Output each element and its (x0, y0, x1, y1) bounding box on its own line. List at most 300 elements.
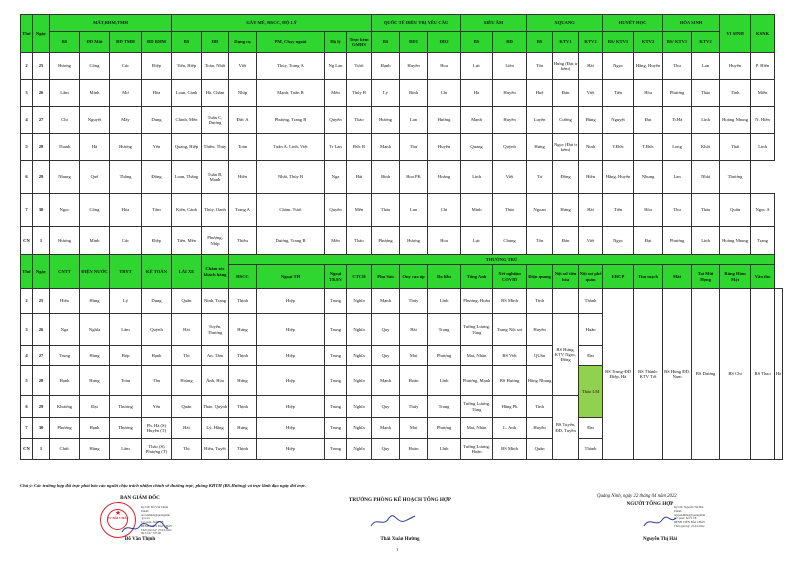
schedule-cell: Lĩnh (428, 289, 461, 314)
schedule-cell: Thương (110, 418, 142, 439)
schedule-cell: Điệp (142, 227, 172, 255)
schedule-cell: Thảo (347, 107, 372, 134)
schedule-cell: Trung (325, 289, 347, 314)
schedule-cell: Nghĩa (347, 439, 372, 460)
schedule-cell: Lâm (110, 439, 142, 460)
schedule-cell: Hồng Nhung (527, 366, 553, 396)
schedule-cell: Chi (50, 107, 80, 134)
schedule-cell: Thảo (493, 194, 527, 227)
page-number: 1 (396, 547, 399, 552)
subheader-cell: Ony cao áp (400, 265, 428, 289)
duty-schedule-table (20, 14, 783, 460)
schedule-cell: Hưng (229, 418, 257, 439)
schedule-cell: Kiên, Cảnh (172, 194, 202, 227)
schedule-cell: 27 (33, 346, 50, 366)
schedule-cell: Đạt (634, 227, 663, 255)
schedule-cell: Hoàng (428, 161, 461, 194)
schedule-cell: 30 (33, 194, 50, 227)
schedule-cell: Phượng (372, 227, 400, 255)
schedule-cell: Dung (142, 289, 172, 314)
schedule-cell: Tính (527, 396, 553, 418)
schedule-cell: Thành (579, 289, 603, 314)
schedule-cell: Lâm (110, 314, 142, 346)
schedule-cell: Mạnh (372, 418, 400, 439)
subheader-cell: KTV2 (692, 32, 720, 53)
schedule-cell: Loan, Thắng (172, 161, 202, 194)
schedule-cell: Mạnh (372, 134, 400, 161)
schedule-cell: Huyền (527, 314, 553, 346)
schedule-cell: Ngoan (527, 194, 553, 227)
schedule-cell: Hải (579, 194, 603, 227)
schedule-cell: Hiếu (50, 289, 80, 314)
schedule-cell: Quy (372, 396, 400, 418)
schedule-cell: Khương (50, 396, 80, 418)
subheader-cell: ĐD1 (400, 32, 428, 53)
top-table-row (21, 161, 783, 194)
top-subheader-row (21, 32, 783, 53)
schedule-cell: Thanh (50, 134, 80, 161)
top-table-row (21, 53, 783, 80)
dien-quang-empty (553, 289, 579, 314)
hdr2-thu: Thứ (21, 255, 33, 289)
schedule-cell: Yến (142, 134, 172, 161)
schedule-cell: Tình (720, 80, 751, 107)
schedule-cell: 29 (33, 396, 50, 418)
right-handwritten-signature (640, 514, 680, 530)
hdr2-cham-soc: Chăm sóc khách hàng (202, 255, 229, 289)
schedule-cell: Huyền (493, 80, 527, 107)
schedule-cell: Phương, Mạnh (461, 366, 493, 396)
schedule-cell: Quy (372, 346, 400, 366)
schedule-cell: Nghĩa (347, 396, 372, 418)
schedule-cell: Nguyệt (80, 107, 110, 134)
schedule-cell: Mạnh, Tuấn B (257, 80, 325, 107)
schedule-cell: Hưng (Đạt tr kém) (553, 53, 579, 80)
schedule-cell: Lý (110, 289, 142, 314)
schedule-cell: Hoàng (172, 366, 202, 396)
schedule-cell: Quang (461, 134, 493, 161)
schedule-cell: Nhung (634, 161, 663, 194)
schedule-cell: Hưng (229, 314, 257, 346)
schedule-cell: Tính (527, 289, 553, 314)
left-signer-title: BAN GIÁM ĐỐC (120, 495, 160, 501)
schedule-cell: 1 (33, 439, 50, 460)
schedule-cell: 30 (33, 418, 50, 439)
schedule-cell: Quân (527, 439, 553, 460)
schedule-cell: Minh (461, 194, 493, 227)
right-signer-title: NGƯỜI TỔNG HỢP (626, 501, 674, 507)
schedule-cell: Mơ (110, 80, 142, 107)
schedule-cell: Hải (347, 161, 372, 194)
subheader-cell: BS (461, 32, 493, 53)
schedule-cell: Hòa (142, 80, 172, 107)
schedule-cell: Hiệp (257, 418, 325, 439)
schedule-cell: Hằng Pk (493, 396, 527, 418)
schedule-cell: Đức A (229, 107, 257, 134)
subheader-cell: Dụng cụ (229, 32, 257, 53)
hdr2-tbyt: TBYT (110, 255, 142, 289)
subheader-cell: BS (172, 32, 202, 53)
subheader-cell: BS/ KTV1 (603, 32, 634, 53)
red-seal-stamp: ★ BV BÃI CHÁY (100, 502, 136, 538)
schedule-cell: Nhíp (229, 80, 257, 107)
top-table-row (21, 107, 783, 134)
schedule-cell: Trung (325, 346, 347, 366)
schedule-cell: Quang, Hiệp (172, 134, 202, 161)
schedule-cell: Hằng, Huyền (634, 53, 663, 80)
schedule-cell: Hiền (579, 161, 603, 194)
schedule-cell: Thu (663, 53, 692, 80)
schedule-cell: Nghĩa (347, 366, 372, 396)
schedule-cell: Hiệp (257, 366, 325, 396)
schedule-cell: Quế (80, 161, 110, 194)
schedule-cell: Phương (663, 80, 692, 107)
schedule-cell: Tuyến, Thương (202, 314, 229, 346)
schedule-cell: Mến (347, 194, 372, 227)
schedule-cell: Nhất, Thúy B (257, 161, 325, 194)
schedule-cell: Hưng (553, 194, 579, 227)
schedule-cell: Chinh, Mến (172, 107, 202, 134)
schedule-cell: Lực (461, 227, 493, 255)
schedule-cell: Lan (663, 161, 692, 194)
schedule-cell: Hoàng Nhung (720, 227, 751, 255)
left-handwritten-signature (120, 520, 170, 536)
left-digital-signature: Ký bởi: Đỗ Văn Thịnh Email: dovanthinh@quangninh .gov.vn Cơ quan: SỞ Y TẾ BỆNH VIỆN BÃI CHÁY Thời gian ký: 22.04.2022 09:51:47 +07:00 (141, 505, 173, 536)
subheader-cell: Xét nghiệm COVID (493, 265, 527, 289)
schedule-cell: Lực (461, 53, 493, 80)
tim-mach-merged: BS Hùng ĐD. Nam (663, 289, 692, 460)
subheader-cell: ERCP (603, 265, 634, 289)
left-signer-name: Đỗ Văn Thịnh (124, 537, 156, 542)
schedule-cell: Thúy (400, 289, 428, 314)
schedule-cell: Cúc (110, 227, 142, 255)
subheader-cell: Tổng Anh (461, 265, 493, 289)
schedule-cell: Nghĩa (347, 314, 372, 346)
subheader-cell: Da liễu (428, 265, 461, 289)
schedule-cell: 29 (33, 161, 50, 194)
schedule-cell: 27 (33, 107, 50, 134)
subheader-cell: BS (50, 32, 80, 53)
schedule-cell: 28 (33, 366, 50, 396)
schedule-cell: Toản (229, 134, 257, 161)
mid-handwritten-signature (367, 512, 417, 530)
schedule-cell: Công (80, 53, 110, 80)
schedule-cell: Quy (372, 439, 400, 460)
schedule-cell: Linh (751, 134, 775, 161)
schedule-cell: Thư (400, 134, 428, 161)
schedule-cell: Hiệp (257, 396, 325, 418)
schedule-cell: Trung (325, 314, 347, 346)
schedule-cell: Hải (172, 418, 202, 439)
schedule-cell: Việt (579, 80, 603, 107)
schedule-cell: Hùng (579, 107, 603, 134)
schedule-cell: 2 (21, 289, 33, 314)
schedule-cell: Chi (428, 194, 461, 227)
schedule-cell: Ngọc (603, 227, 634, 255)
schedule-cell: Tươi (347, 53, 372, 80)
schedule-cell: N. Hiền (751, 107, 775, 134)
schedule-cell: Hòa (110, 194, 142, 227)
schedule-cell: Huyền (400, 53, 428, 80)
schedule-cell: Tiến (603, 80, 634, 107)
hdr2-lai-xe: LÁI XE (172, 255, 202, 289)
schedule-cell: Hiệp (257, 346, 325, 366)
schedule-cell: Nhung (50, 161, 80, 194)
schedule-cell: Thủy, Oanh (202, 194, 229, 227)
schedule-cell: Việt (579, 227, 603, 255)
schedule-cell: Thiều (229, 227, 257, 255)
schedule-cell: Bính (372, 161, 400, 194)
schedule-cell: BS Minh (493, 439, 527, 460)
schedule-cell: Mạnh (372, 366, 400, 396)
schedule-cell: Trung (325, 439, 347, 460)
schedule-cell: Quân (172, 396, 202, 418)
top-table-row (21, 227, 783, 255)
schedule-cell: Mến (325, 227, 347, 255)
schedule-cell: Bính (400, 80, 428, 107)
schedule-cell: Mai, Nhàn (461, 418, 493, 439)
schedule-cell: Đại (80, 396, 110, 418)
schedule-cell: Hưng (527, 134, 553, 161)
subheader-cell: Nội xử tiêu hóa (553, 265, 579, 289)
schedule-cell: QUân (527, 346, 553, 366)
schedule-cell: Ngọc (50, 194, 80, 227)
schedule-cell: Tôn (527, 227, 553, 255)
schedule-cell: Thi (172, 439, 202, 460)
schedule-cell: Thiều, Thủy (202, 134, 229, 161)
schedule-cell: Thịnh (229, 439, 257, 460)
subheader-cell: PM, Chạy ngoài (257, 32, 325, 53)
schedule-cell: Huệ (527, 80, 553, 107)
subheader-cell: ĐD Mắt (80, 32, 110, 53)
schedule-cell: Chăm, Tươi (257, 194, 325, 227)
schedule-cell: Phượng, Trang B (257, 107, 325, 134)
schedule-cell: Thảo (372, 194, 400, 227)
schedule-cell: Hằng, Huyền (603, 161, 634, 194)
schedule-cell: Tiến, Mến (172, 227, 202, 255)
top-table-row (21, 134, 783, 161)
schedule-cell: Hoàng Nhung (720, 107, 751, 134)
schedule-cell: Hòa (634, 194, 663, 227)
schedule-cell: Thái (720, 134, 751, 161)
schedule-cell: Lâm (50, 80, 80, 107)
schedule-cell: Thi (172, 346, 202, 366)
schedule-cell: Thắng (110, 161, 142, 194)
schedule-cell: Đức B (347, 134, 372, 161)
hdr-hoa-sinh: HÓA SINH (663, 15, 720, 32)
schedule-cell: Đại (579, 346, 603, 366)
hdr2-thuong-tru: THƯỜNG TRÚ (229, 255, 775, 265)
schedule-cell: Thảo (692, 194, 720, 227)
schedule-cell: Chung (493, 227, 527, 255)
rhm-merged: BS Thao (751, 289, 775, 460)
tmh-merged: BS Chi (720, 289, 751, 460)
schedule-cell: Dung (142, 107, 172, 134)
schedule-cell: BS Hương (493, 366, 527, 396)
schedule-cell: Mến (325, 80, 347, 107)
hdr-sieu-am: SIÊU ÂM (461, 15, 527, 32)
schedule-cell: 28 (33, 134, 50, 161)
schedule-cell: Hương (400, 227, 428, 255)
schedule-cell: Thảo (692, 80, 720, 107)
schedule-cell: Hạnh (80, 418, 110, 439)
schedule-cell: 26 (33, 314, 50, 346)
schedule-cell: Linh (461, 161, 493, 194)
schedule-cell: Miền (751, 80, 775, 107)
schedule-cell: Hải (579, 53, 603, 80)
schedule-cell: Nga (325, 161, 347, 194)
schedule-cell: 6 (21, 396, 33, 418)
schedule-cell: Huân (579, 314, 603, 346)
subheader-cell: KTV2 (634, 32, 663, 53)
schedule-cell: 5 (21, 134, 33, 161)
subheader-cell: Ngoại TH (257, 265, 325, 289)
schedule-cell: Mai (400, 418, 428, 439)
subheader-cell: Phụ Sản (372, 265, 400, 289)
schedule-cell: Mai (400, 346, 428, 366)
mid-signer-title: TRƯỞNG PHÒNG KẾ HOẠCH TỔNG HỢP (348, 497, 452, 503)
top-table-row (21, 194, 783, 227)
schedule-cell: Phượng (428, 418, 461, 439)
schedule-cell: Loan, Cảnh (172, 80, 202, 107)
schedule-cell: Phượng (428, 346, 461, 366)
schedule-cell: Hải (172, 314, 202, 346)
schedule-cell: Hoa PK (400, 161, 428, 194)
schedule-cell: Phương (663, 227, 692, 255)
hdr-huyet-hoc: HUYẾT HỌC (603, 15, 663, 32)
mat-merged: BS Dương (692, 289, 720, 460)
schedule-cell: Ngọc (603, 53, 634, 80)
schedule-cell: Việt (493, 161, 527, 194)
schedule-cell: 2 (21, 53, 33, 80)
schedule-cell: L. Anh (493, 418, 527, 439)
schedule-cell: Quân (172, 289, 202, 314)
schedule-cell: Tường Lương, Tùng (461, 314, 493, 346)
schedule-cell: Trang A (229, 194, 257, 227)
schedule-cell: Trang (428, 314, 461, 346)
schedule-cell: Thịnh (229, 346, 257, 366)
schedule-cell: Hoàn (400, 366, 428, 396)
schedule-cell: Hiệp (257, 289, 325, 314)
schedule-cell: Long (663, 134, 692, 161)
schedule-cell: 25 (33, 53, 50, 80)
subheader-cell: Nội soi phế quản (579, 265, 603, 289)
schedule-cell: Hoa (428, 227, 461, 255)
schedule-cell: 3 (21, 80, 33, 107)
schedule-cell: Huyền (720, 53, 751, 80)
hdr-mat-rhm-tmh: MẮT,RHM,TMH (50, 15, 172, 32)
schedule-cell: Hương (372, 107, 400, 134)
schedule-cell: Hiệp (257, 439, 325, 460)
bottom-table-row (21, 289, 783, 314)
schedule-cell: Luyến (527, 107, 553, 134)
note-text: Chú ý: Các trường hợp đổi trực phải báo cáo người chịu trách nhiệm chính về thường trực, phòng KHTH (BS.Hường) và trực lãnh đạo ngày đổi trực. (20, 483, 307, 488)
hdr-vi-sinh: VI SINH (720, 15, 751, 53)
schedule-cell: Huyền (493, 107, 527, 134)
subheader-cell: Ngoại TKSN (325, 265, 347, 289)
schedule-cell: Toản, Nhất (202, 53, 229, 80)
schedule-cell: Trang (428, 396, 461, 418)
schedule-cell: Thịnh (229, 289, 257, 314)
schedule-cell: 26 (33, 80, 50, 107)
schedule-cell: Trang (751, 227, 775, 255)
schedule-cell: Đông (142, 161, 172, 194)
schedule-cell: Lĩnh (428, 366, 461, 396)
subheader-cell: CTCH (347, 265, 372, 289)
schedule-cell: Tr Lan (325, 134, 347, 161)
schedule-cell: Thảo (347, 227, 372, 255)
subheader-cell: BS (372, 32, 400, 53)
schedule-cell: 25 (33, 289, 50, 314)
bottom-group-header-row (21, 255, 783, 265)
schedule-cell: Thủy, Trang A (257, 53, 325, 80)
subheader-cell: ĐD RHM (142, 32, 172, 53)
schedule-cell: Cường (553, 107, 579, 134)
schedule-cell: Hương (110, 134, 142, 161)
schedule-cell: Thịnh (229, 396, 257, 418)
schedule-cell: Thảo, Quỳnh (202, 396, 229, 418)
hdr2-ke-toan: KẾ TOÁN (142, 255, 172, 289)
schedule-cell: Thương (720, 161, 751, 194)
schedule-cell: Huyền (428, 134, 461, 161)
schedule-cell: 5 (21, 366, 33, 396)
schedule-cell: Trung (50, 346, 80, 366)
subheader-cell: Trực kèm GMHS (347, 32, 372, 53)
subheader-cell: ĐD TMH (110, 32, 142, 53)
hdr-thu: Thứ (21, 15, 33, 53)
schedule-cell: Chi (428, 80, 461, 107)
schedule-cell: CN (21, 439, 33, 460)
schedule-cell: Hà (461, 80, 493, 107)
hdr-xquang: XQUANG (527, 15, 603, 32)
schedule-cell: 7 (21, 194, 33, 227)
schedule-cell: Ngọc A (751, 194, 775, 227)
schedule-cell: Hương (50, 227, 80, 255)
schedule-cell: Quy (372, 314, 400, 346)
hdr-ngay: Ngày (33, 15, 50, 53)
schedule-cell: BS Minh (493, 289, 527, 314)
subheader-cell: Điện quang (527, 265, 553, 289)
schedule-cell: Ng Lan (325, 53, 347, 80)
schedule-cell: Dương, Trang B (257, 227, 325, 255)
right-digital-signature: Ký bởi: Nguyễn Thị Hải Email: nguyenthihai@quangninh Cơ quan: SỞ Y TẾ BỆNH VIỆN BÃI CHÁY Thời gian ký: 22.04.2022 (674, 505, 706, 528)
schedule-cell: Hiếu, Tuyết (202, 439, 229, 460)
schedule-cell: Tường Lương, Hoàn (461, 439, 493, 460)
subheader-cell: Vân tho (751, 265, 775, 289)
schedule-cell: Thảo (S) Phượng (T) (142, 439, 172, 460)
schedule-cell: Tuấn A, Linh, Việt (257, 134, 325, 161)
schedule-cell: BS Việt (493, 346, 527, 366)
subheader-cell: KTV2 (579, 32, 603, 53)
dien-quang-merged-b: BS Tuyến, ĐD, Tuyền (553, 396, 579, 460)
subheader-cell: Tai Mũi Họng (692, 265, 720, 289)
schedule-cell: Trung (325, 418, 347, 439)
schedule-cell: Thúy B (347, 80, 372, 107)
schedule-cell: Thương (110, 396, 142, 418)
schedule-cell: Đán (553, 80, 579, 107)
subheader-cell: Tim mạch (634, 265, 663, 289)
schedule-cell: Quỳnh (493, 134, 527, 161)
schedule-cell: Nga (50, 314, 80, 346)
top-group-header-row (21, 15, 783, 32)
schedule-cell: Tuấn B, Mạnh (202, 161, 229, 194)
schedule-cell: Phượng, Nhíp (202, 227, 229, 255)
schedule-cell: P. Hiền (751, 53, 775, 80)
schedule-cell: Nghĩa (347, 346, 372, 366)
schedule-cell: Tư (527, 161, 553, 194)
schedule-cell: 6 (21, 161, 33, 194)
dien-quang-merged-a: BS Hưng, KTV Ngọc, Đông (553, 314, 579, 396)
